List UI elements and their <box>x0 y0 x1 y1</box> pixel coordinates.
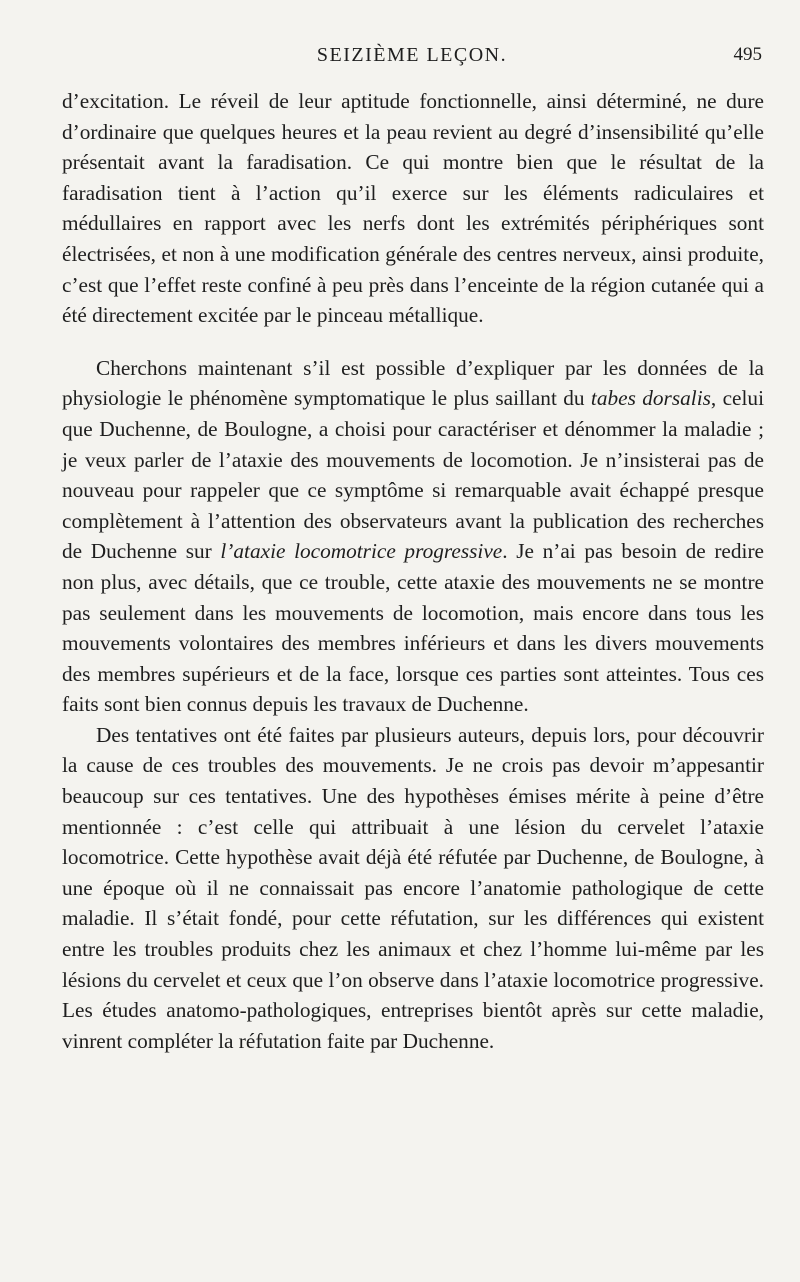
paragraph-text: Cherchons maintenant s’il est possible d’expliquer par les données de la physiologie le phénomène symptomatique le plus saillant du <box>62 355 764 411</box>
italic-title: l’ataxie locomotrice progressive <box>220 539 503 564</box>
paragraph-text: d’excitation. Le réveil de leur aptitude fonctionnelle, ainsi déterminé, ne dure d’ordinaire que quelques heures et la peau revient au degré d’insensibilité qu’elle présentait avant la faradisation. Ce qui montre bien que le résultat de la faradisation tient à l’action qu’il exerce sur les éléments radiculaires et médullaires en rapport avec les nerfs dont les extrémités périphériques sont électrisées, et non à une modification générale des centres nerveux, ainsi produite, c’est que l’effet reste confiné à peu près dans l’enceinte de la région cutanée qui a été directement excitée par le pinceau métallique. <box>62 89 764 328</box>
paragraph-3 <box>62 720 764 1057</box>
paragraph-text: Des tentatives ont été faites par plusieurs auteurs, depuis lors, pour découvrir la cause de ces troubles des mouvements. Je ne crois pas devoir m’appesantir beaucoup sur ces tentatives. Une des hypothèses émises mérite à peine d’être mentionnée : c’est celle qui attribuait à une lésion du cervelet l’ataxie locomotrice. Cette hypothèse avait déjà été réfutée par Duchenne, de Boulogne, à une époque où il ne connaissait pas encore l’anatomie pathologique de cette maladie. Il s’était fondé, pour cette réfutation, sur les différences qui existent entre les troubles produits chez les animaux et chez l’homme lui-même par les lésions du cervelet et ceux que l’on observe dans l’ataxie locomotrice progressive. Les études anatomo-pathologiques, entreprises bientôt après sur cette maladie, vinrent compléter la réfutation faite par Duchenne. <box>62 722 764 1053</box>
running-head: SEIZIÈME LEÇON. <box>316 44 508 66</box>
paragraph-text: . Je n’ai pas besoin de redire non plus, avec détails, que ce trouble, cette ataxie des mouvements ne se montre pas seulement dans les mouvements de locomotion, mais encore dans tous les mouvements volontaires des membres inférieurs et dans les divers mouvements des membres supérieurs et de la face, lorsque ces parties sont atteintes. Tous ces faits sont bien connus depuis les travaux de Duchenne. <box>62 539 764 717</box>
body-text <box>62 86 764 1056</box>
paragraph-text: , celui que Duchenne, de Boulogne, a choisi pour caractériser et dénommer la maladie ; je veux parler de l’ataxie des mouvements de locomotion. Je n’insisterai pas de nouveau pour rappeler que ce symptôme si remarquable avait échappé presque complètement à l’attention des observateurs avant la publication des recherches de Duchenne sur <box>62 386 764 564</box>
page-number: 495 <box>733 44 762 65</box>
paragraph-2 <box>62 353 764 720</box>
italic-term: tabes dorsalis <box>590 386 711 411</box>
page-header <box>62 44 762 74</box>
paragraph-1 <box>62 86 764 331</box>
